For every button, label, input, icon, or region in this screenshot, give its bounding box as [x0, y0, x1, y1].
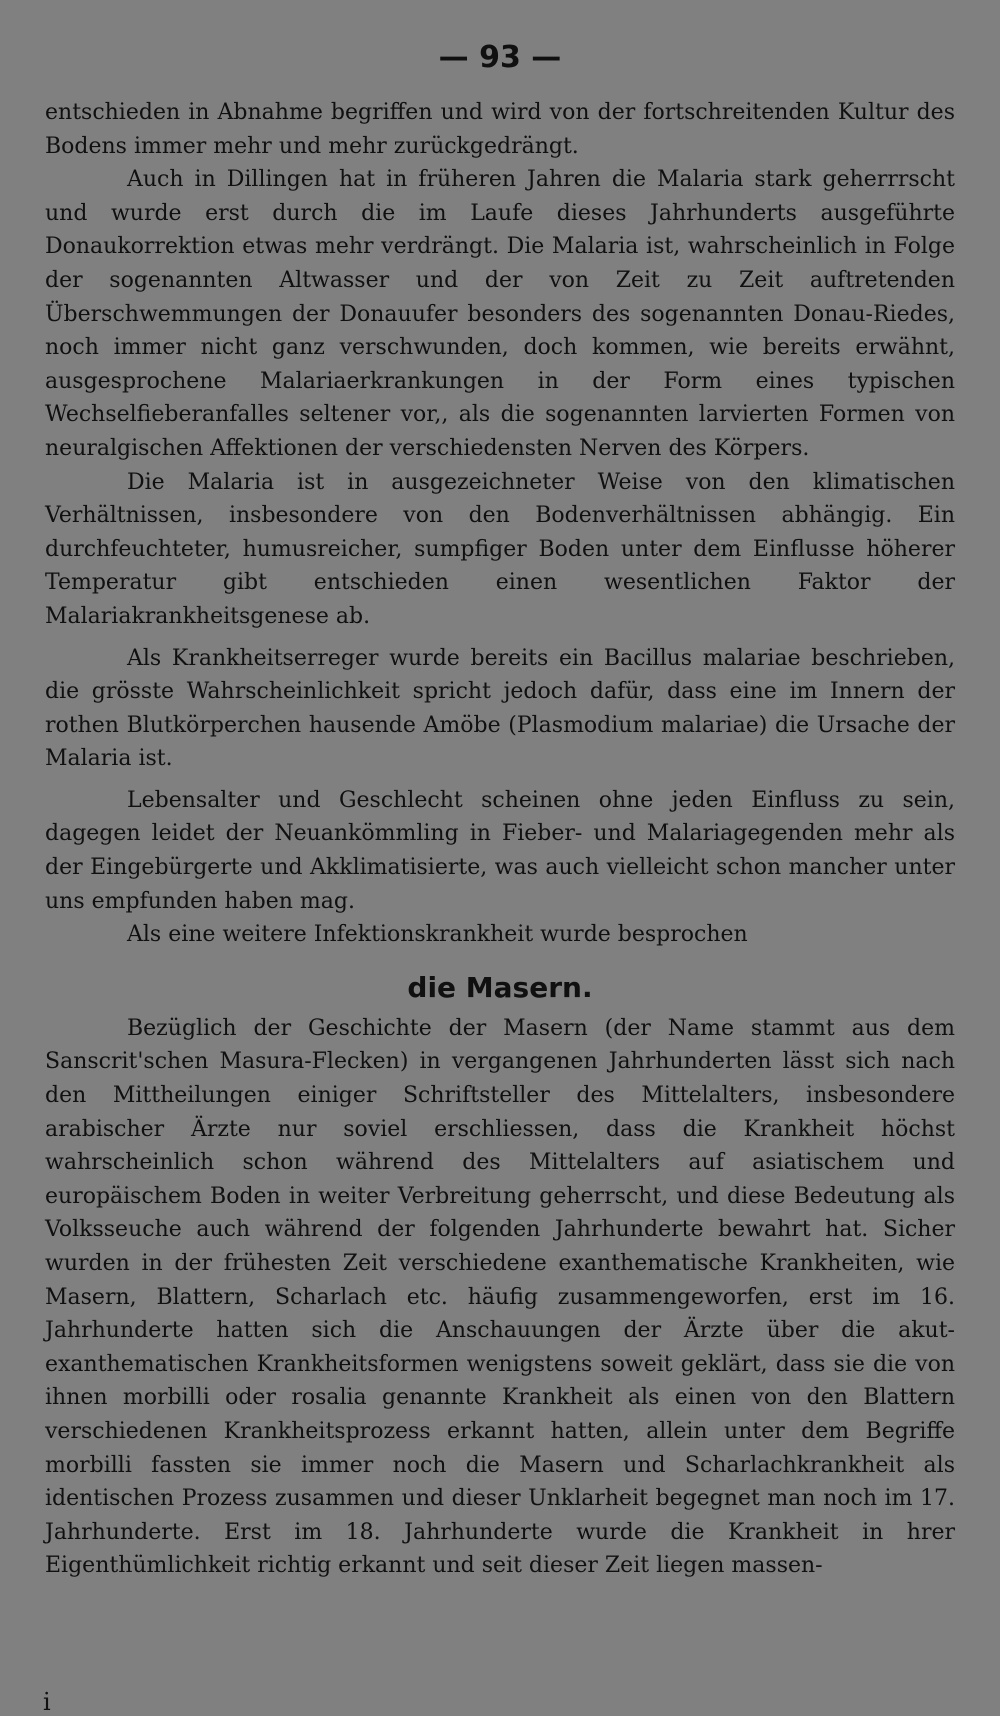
page-number: — 93 — — [438, 40, 562, 75]
paragraph-masern-history: Bezüglich der Geschichte der Masern (der Name stammt aus dem Sanscrit'schen Masura-Flecken) in vergangenen Jahrhunderten lässt sich nach den Mittheilungen einiger Schriftsteller des Mittelalters, insbesondere arabischer Ärzte nur soviel erschliessen, dass die Krankheit höchst wahrscheinlich schon während des Mittelalters auf asiatischem und europäischem Boden in weiter Verbreitung geherrscht, und diese Bedeutung als Volksseuche auch während der folgenden Jahrhunderte bewahrt hat. Sicher wurden in der frühesten Zeit verschiedene exanthematische Krankheiten, wie Masern, Blattern, Scharlach etc. häufig zusammengeworfen, erst im 16. Jahrhunderte hatten sich die Anschauungen der Ärzte über die akut-exanthematischen Krankheitsformen wenigstens soweit geklärt, dass sie die von ihnen morbilli oder rosalia genannte Krankheit als einen von den Blattern verschiedenen Krankheitsprozess erkannt hatten, allein unter dem Begriffe morbilli fassten sie immer noch die Masern und Scharlachkrankheit als identischen Prozess zusammen und dieser Unklarheit begegnet man noch im 17. Jahrhunderte. Erst im 18. Jahrhunderte wurde die Krankheit in hrer Eigenthümlichkeit richtig erkannt und seit dieser Zeit liegen massen- — [45, 1015, 955, 1579]
paragraph-dillingen: Auch in Dillingen hat in früheren Jahren die Malaria stark geherrrscht und wurde erst durch die im Laufe dieses Jahrhunderts ausgeführte Donaukorrektion etwas mehr verdrängt. Die Malaria ist, wahrscheinlich in Folge der sogenannten Altwasser und der von Zeit zu Zeit auftretenden Überschwemmungen der Donauufer besonders des sogenannten Donau-Riedes, noch immer nicht ganz verschwunden, doch kommen, wie bereits erwähnt, ausgesprochene Malariaerkrankungen in der Form eines typischen Wechselfieberanfalles seltener vor,, als die sogenannten larvierten Formen von neuralgischen Affektionen der verschiedensten Nerven des Körpers. — [45, 167, 955, 461]
paragraph-climate: Die Malaria ist in ausgezeichneter Weise von den klimatischen Verhältnissen, insbesondere von den Bodenverhältnissen abhängig. Ein durchfeuchteter, humusreicher, sumpfiger Boden unter dem Einflusse höherer Temperatur gibt entschieden einen wesentlichen Faktor der Malariakrankheitsgenese ab. — [45, 469, 955, 629]
paragraph-pathogen: Als Krankheitserreger wurde bereits ein Bacillus malariae beschrieben, die grösste Wahrscheinlichkeit spricht jedoch dafür, dass eine im Innern der rothen Blutkörperchen hausende Amöbe (Plasmodium malariae) die Ursache der Malaria ist. — [45, 645, 955, 772]
paragraph-transition: Als eine weitere Infektionskrankheit wurde besprochen — [127, 922, 748, 948]
paragraph-spacer — [45, 634, 955, 642]
paragraph-continuation: entschieden in Abnahme begriffen und wird von der fortschreitenden Kultur des Bodens immer mehr und mehr zurückgedrängt. — [45, 100, 955, 159]
paragraph-age-sex: Lebensalter und Geschlecht scheinen ohne jeden Einfluss zu sein, dagegen leidet der Neuankömmling in Fieber- und Malariagegenden mehr als der Eingebürgerte und Akklimatisierte, was auch vielleicht schon mancher unter uns empfunden haben mag. — [45, 787, 955, 914]
section-heading: die Masern. — [407, 970, 593, 1004]
document-page — [45, 38, 955, 1583]
paragraph-spacer — [45, 776, 955, 784]
footer-mark: i — [43, 1688, 51, 1716]
